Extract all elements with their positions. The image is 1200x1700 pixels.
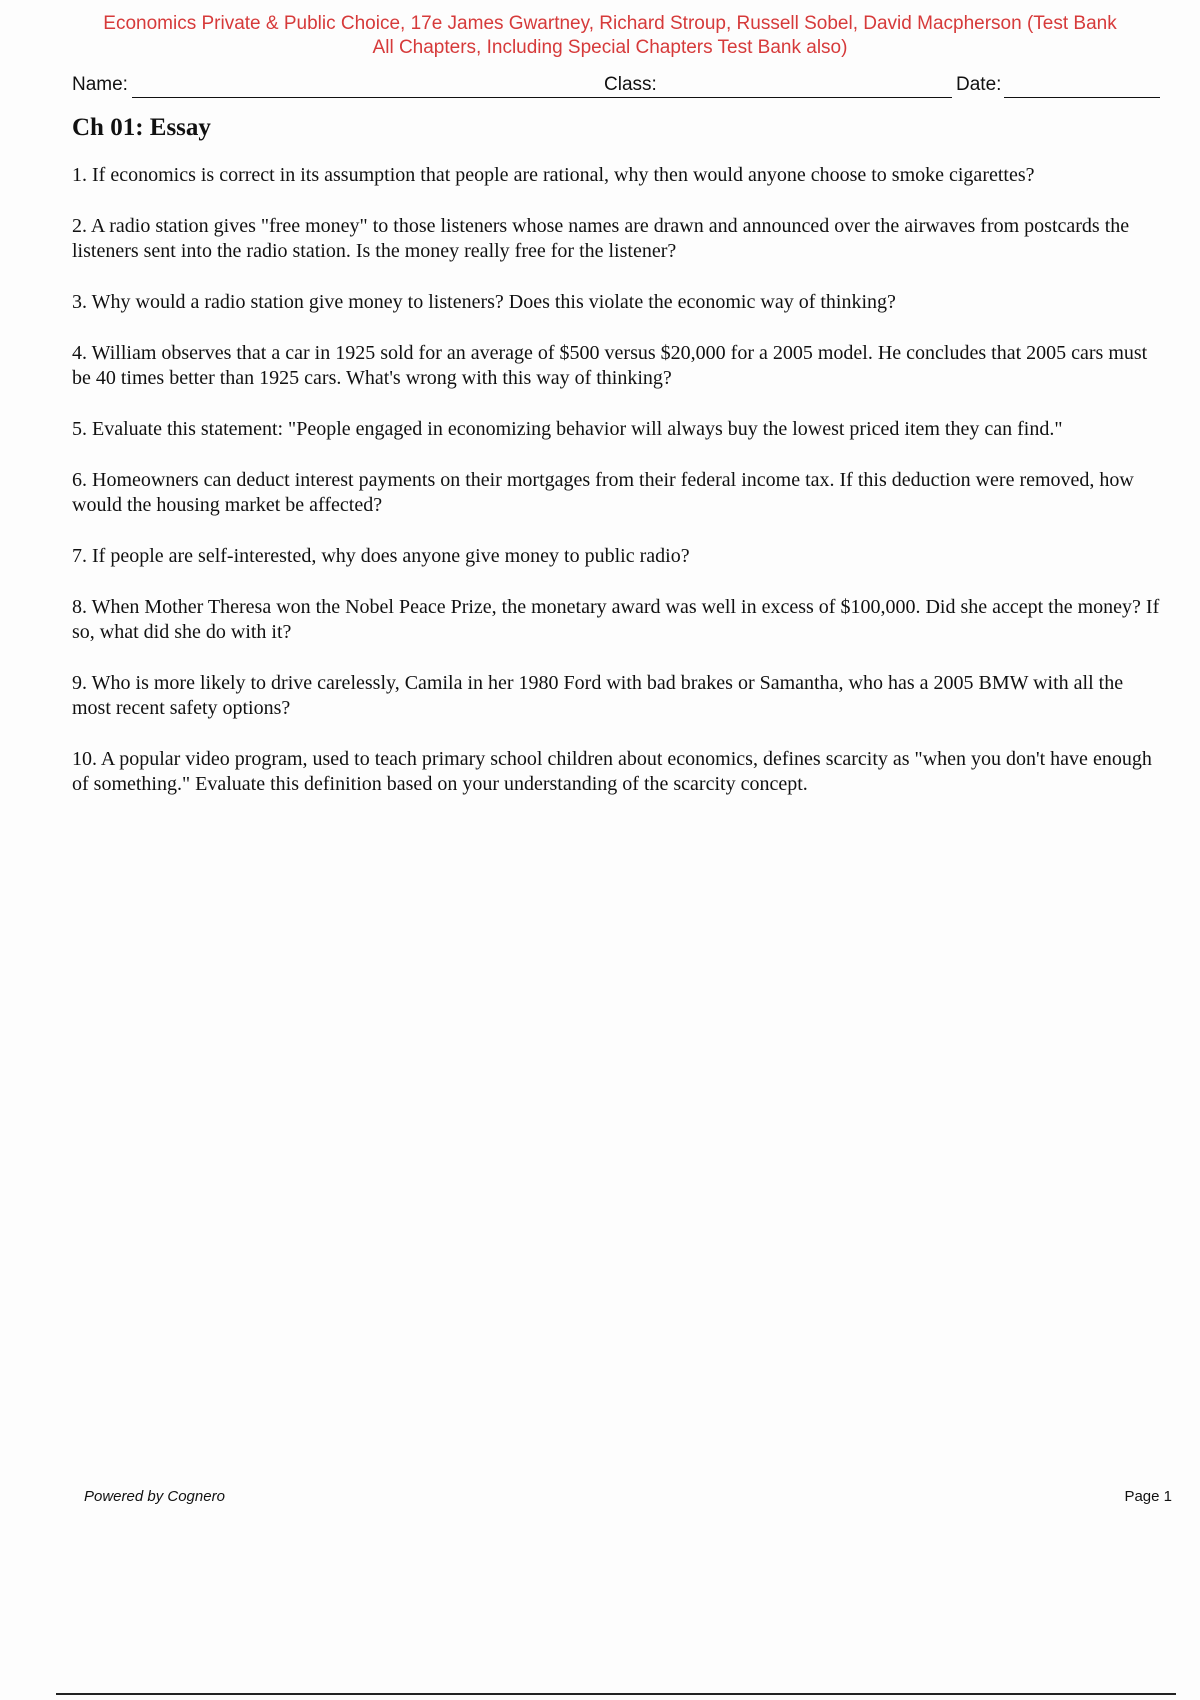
question-item: 5. Evaluate this statement: "People engaged in economizing behavior will always buy the lowest priced item they can find." — [72, 418, 1063, 440]
date-field[interactable] — [1004, 97, 1160, 98]
banner-line-2: All Chapters, Including Special Chapters Test Bank also) — [372, 37, 848, 58]
question-item: 2. A radio station gives "free money" to those listeners whose names are drawn and announced over the airwaves from postcards the listeners sent into the radio station. Is the money really free for the listener? — [72, 215, 1130, 262]
chapter-title: Ch 01: Essay — [72, 114, 211, 141]
question-item: 8. When Mother Theresa won the Nobel Peace Prize, the monetary award was well in excess of $100,000. Did she accept the money? If so, what did she do with it? — [72, 596, 1160, 643]
question-item: 9. Who is more likely to drive carelessly, Camila in her 1980 Ford with bad brakes or Samantha, who has a 2005 BMW with all the most recent safety options? — [72, 672, 1124, 719]
class-label: Class: — [604, 74, 657, 95]
powered-by-text: Powered by Cognero — [84, 1488, 225, 1505]
page-number: Page 1 — [1124, 1488, 1172, 1505]
question-item: 6. Homeowners can deduct interest payments on their mortgages from their federal income tax. If this deduction were removed, how would the housing market be affected? — [72, 469, 1134, 516]
class-field[interactable] — [660, 97, 952, 98]
question-item: 10. A popular video program, used to teach primary school children about economics, defines scarcity as "when you don't have enough of something." Evaluate this definition based on your understanding of the scarcity concept. — [72, 748, 1152, 795]
name-label: Name: — [72, 74, 128, 95]
test-bank-banner — [60, 12, 1160, 60]
question-item: 1. If economics is correct in its assumption that people are rational, why then would anyone choose to smoke cigarettes? — [72, 164, 1035, 186]
date-label: Date: — [956, 74, 1002, 95]
question-item: 4. William observes that a car in 1925 sold for an average of $500 versus $20,000 for a 2005 model. He concludes that 2005 cars must be 40 times better than 1925 cars. What's wrong with this way of thinking? — [72, 342, 1148, 389]
page-bottom-divider — [56, 1693, 1176, 1695]
student-info-fields — [72, 72, 1160, 100]
name-field[interactable] — [132, 97, 670, 98]
question-item: 3. Why would a radio station give money to listeners? Does this violate the economic way of thinking? — [72, 291, 896, 313]
banner-line-1: Economics Private & Public Choice, 17e James Gwartney, Richard Stroup, Russell Sobel, David Macpherson (Test Bank — [103, 13, 1117, 34]
essay-question-list — [72, 163, 1162, 823]
question-item: 7. If people are self-interested, why does anyone give money to public radio? — [72, 545, 690, 567]
